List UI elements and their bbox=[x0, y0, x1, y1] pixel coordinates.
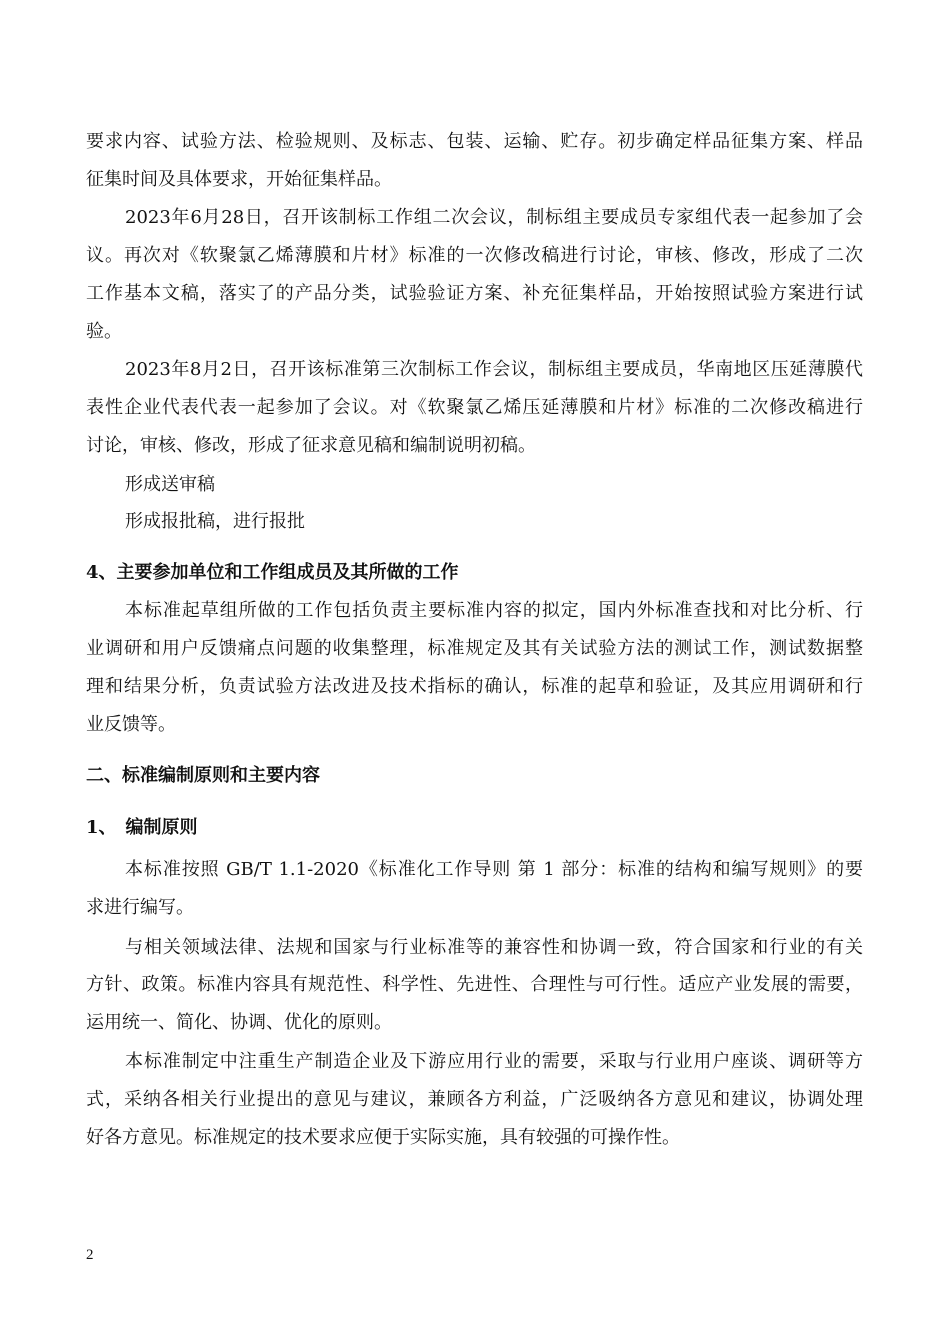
paragraph-line: 理和结果分析，负责试验方法改进及技术指标的确认，标准的起草和验证，及其应用调研和行 bbox=[86, 676, 863, 697]
paragraph-line: 形成报批稿，进行报批 bbox=[125, 511, 305, 532]
paragraph-line: 求进行编写。 bbox=[86, 897, 194, 918]
paragraph-line: 业调研和用户反馈痛点问题的收集整理，标准规定及其有关试验方法的测试工作，测试数据整 bbox=[86, 638, 863, 659]
section-heading: 4、主要参加单位和工作组成员及其所做的工作 bbox=[86, 562, 459, 583]
paragraph-line: 业反馈等。 bbox=[86, 714, 176, 735]
paragraph-line: 方针、政策。标准内容具有规范性、科学性、先进性、合理性与可行性。适应产业发展的需要， bbox=[86, 974, 863, 995]
paragraph-line: 式，采纳各相关行业提出的意见与建议，兼顾各方利益，广泛吸纳各方意见和建议，协调处理 bbox=[86, 1089, 863, 1110]
paragraph-line: 2023年6月28日，召开该制标工作组二次会议，制标组主要成员专家组代表一起参加了会 bbox=[125, 207, 863, 228]
paragraph-line: 表性企业代表代表一起参加了会议。对《软聚氯乙烯压延薄膜和片材》标准的二次修改稿进行 bbox=[86, 397, 863, 418]
paragraph-line: 要求内容、试验方法、检验规则、及标志、包装、运输、贮存。初步确定样品征集方案、样品 bbox=[86, 131, 863, 152]
page-number: 2 bbox=[86, 1247, 94, 1263]
paragraph-line: 讨论，审核、修改，形成了征求意见稿和编制说明初稿。 bbox=[86, 435, 536, 456]
section-heading: 二、标准编制原则和主要内容 bbox=[86, 765, 320, 786]
paragraph-line: 征集时间及具体要求，开始征集样品。 bbox=[86, 169, 392, 190]
paragraph-line: 与相关领域法律、法规和国家与行业标准等的兼容性和协调一致，符合国家和行业的有关 bbox=[125, 937, 863, 958]
paragraph-line: 本标准制定中注重生产制造企业及下游应用行业的需要，采取与行业用户座谈、调研等方 bbox=[125, 1051, 863, 1072]
paragraph-line: 本标准起草组所做的工作包括负责主要标准内容的拟定，国内外标准查找和对比分析、行 bbox=[125, 600, 863, 621]
paragraph-line: 运用统一、简化、协调、优化的原则。 bbox=[86, 1012, 392, 1033]
paragraph-line: 议。再次对《软聚氯乙烯薄膜和片材》标准的一次修改稿进行讨论，审核、修改，形成了二次 bbox=[86, 245, 863, 266]
paragraph-line: 好各方意见。标准规定的技术要求应便于实际实施，具有较强的可操作性。 bbox=[86, 1127, 680, 1148]
paragraph-line: 2023年8月2日，召开该标准第三次制标工作会议，制标组主要成员，华南地区压延薄膜代 bbox=[125, 359, 863, 380]
paragraph-line: 本标准按照 GB/T 1.1-2020《标准化工作导则 第 1 部分：标准的结构和编写规则》的要 bbox=[125, 859, 863, 880]
section-heading: 1、 编制原则 bbox=[86, 817, 198, 838]
paragraph-line: 形成送审稿 bbox=[125, 474, 215, 495]
paragraph-line: 工作基本文稿，落实了的产品分类，试验验证方案、补充征集样品，开始按照试验方案进行试 bbox=[86, 283, 863, 304]
paragraph-line: 验。 bbox=[86, 321, 122, 342]
